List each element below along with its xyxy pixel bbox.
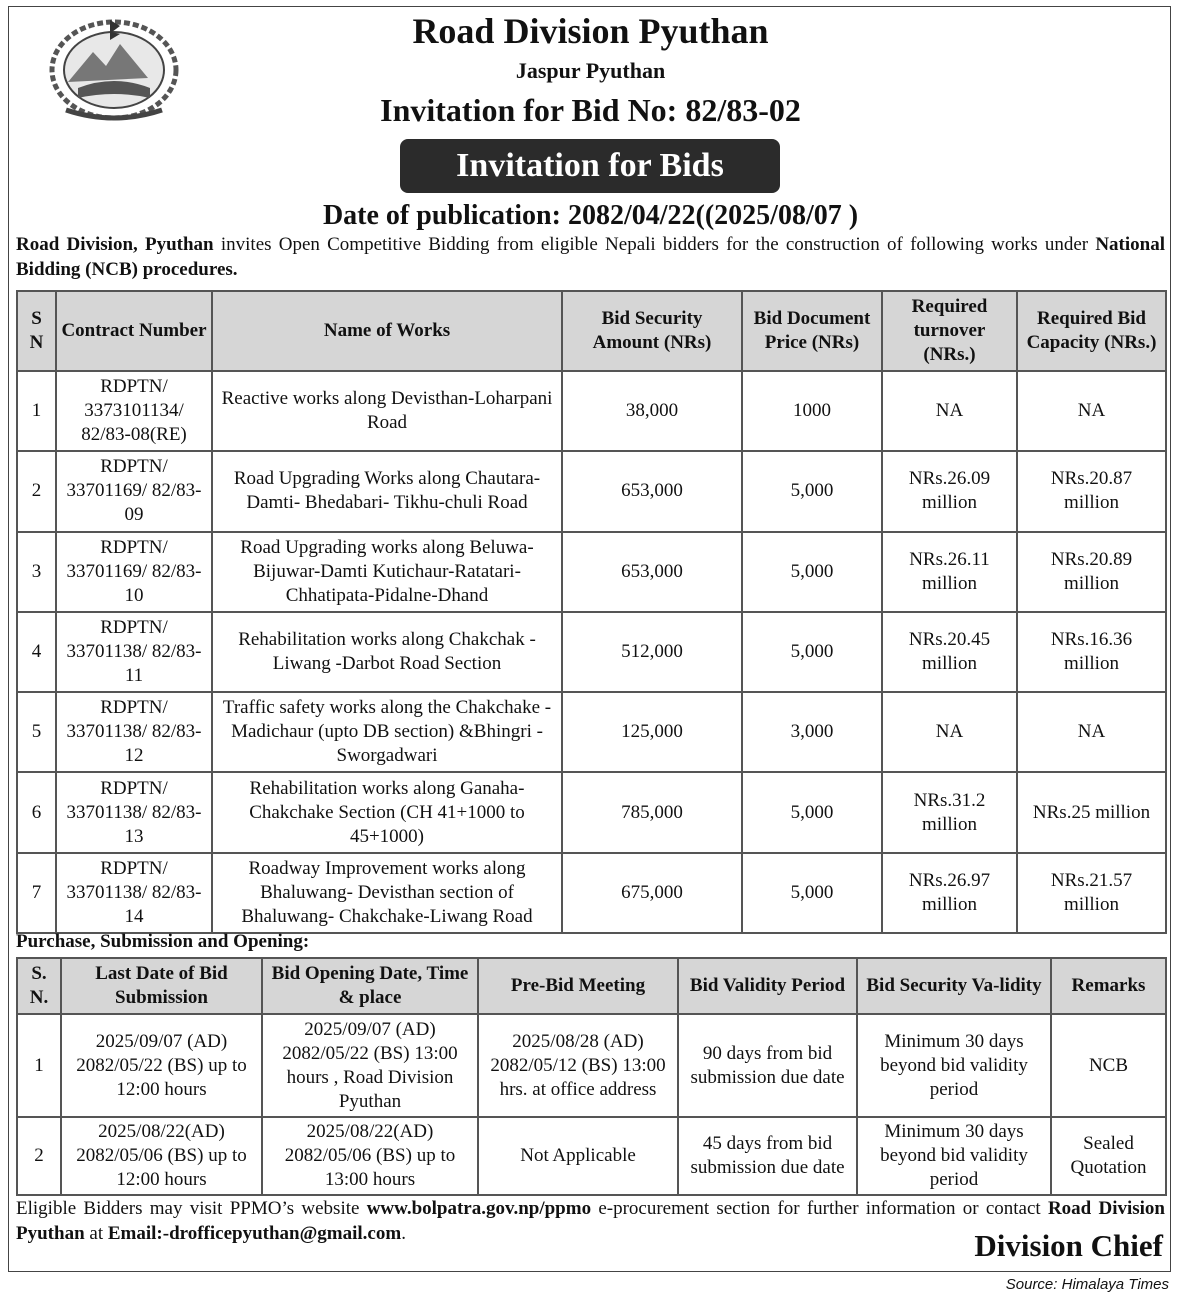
cell-turnover: NRs.26.09 million	[882, 451, 1017, 531]
works-table	[16, 290, 1167, 934]
col-contract: Contract Number	[56, 291, 212, 371]
invitation-banner: Invitation for Bids	[400, 139, 780, 193]
cell-sn: 4	[17, 612, 56, 692]
cell-work: Rehabilitation works along Ganaha-Chakchake Section (CH 41+1000 to 45+1000)	[212, 772, 562, 852]
table-row	[17, 451, 1166, 531]
cell-opening: 2025/09/07 (AD) 2082/05/22 (BS) 13:00 hours , Road Division Pyuthan	[262, 1014, 478, 1117]
col-security: Bid Security Amount (NRs)	[562, 291, 742, 371]
cell-work: Road Upgrading works along Beluwa-Bijuwar-Damti Kutichaur-Ratatari-Chhatipata-Pidalne-Dhand	[212, 532, 562, 612]
intro-paragraph	[16, 232, 1165, 282]
col-price: Bid Document Price (NRs)	[742, 291, 882, 371]
col-security-validity: Bid Security Va-lidity	[857, 958, 1051, 1014]
cell-turnover: NRs.26.11 million	[882, 532, 1017, 612]
works-table-header	[17, 291, 1166, 371]
footer-text: at	[84, 1223, 108, 1244]
cell-contract: RDPTN/ 33701169/ 82/83-10	[56, 532, 212, 612]
col-sn: S. N.	[17, 958, 61, 1014]
cell-work: Rehabilitation works along Chakchak - Liwang -Darbot Road Section	[212, 612, 562, 692]
source-credit: Source: Himalaya Times	[1005, 1276, 1169, 1293]
office-title: Road Division Pyuthan	[412, 11, 769, 51]
publication-date: Date of publication: 2082/04/22((2025/08/07 )	[322, 200, 859, 231]
cell-contract: RDPTN/ 33701138/ 82/83-14	[56, 853, 212, 933]
table-row	[17, 853, 1166, 933]
cell-security: 675,000	[562, 853, 742, 933]
ppmo-website-link[interactable]: www.bolpatra.gov.np/ppmo	[366, 1198, 592, 1219]
cell-sn: 1	[17, 371, 56, 451]
cell-validity: 90 days from bid submission due date	[678, 1014, 857, 1117]
footer-text: Eligible Bidders may visit PPMO’s website	[16, 1198, 367, 1219]
cell-capacity: NRs.20.87 million	[1017, 451, 1166, 531]
signatory: Division Chief	[974, 1228, 1163, 1263]
contact-email-link[interactable]: Email:-drofficepyuthan@gmail.com	[107, 1223, 402, 1244]
cell-contract: RDPTN/ 33701138/ 82/83-13	[56, 772, 212, 852]
cell-security-validity: Minimum 30 days beyond bid validity period	[857, 1014, 1051, 1117]
cell-capacity: NRs.21.57 million	[1017, 853, 1166, 933]
cell-security-validity: Minimum 30 days beyond bid validity period	[857, 1117, 1051, 1195]
cell-turnover: NA	[882, 692, 1017, 772]
cell-capacity: NRs.25 million	[1017, 772, 1166, 852]
cell-work: Reactive works along Devisthan-Loharpani Road	[212, 371, 562, 451]
cell-turnover: NA	[882, 371, 1017, 451]
cell-sn: 2	[17, 1117, 61, 1195]
cell-work: Roadway Improvement works along Bhaluwang- Devisthan section of Bhaluwang- Chakchake-Liwang Road	[212, 853, 562, 933]
cell-sn: 5	[17, 692, 56, 772]
cell-turnover: NRs.31.2 million	[882, 772, 1017, 852]
schedule-table	[16, 957, 1167, 1196]
cell-capacity: NRs.16.36 million	[1017, 612, 1166, 692]
col-last-date: Last Date of Bid Submission	[61, 958, 262, 1014]
cell-price: 5,000	[742, 772, 882, 852]
footer-text: e-procurement section for further information or contact	[591, 1198, 1048, 1219]
col-remarks: Remarks	[1051, 958, 1166, 1014]
cell-contract: RDPTN/ 33701138/ 82/83-12	[56, 692, 212, 772]
cell-contract: RDPTN/ 3373101134/ 82/83-08(RE)	[56, 371, 212, 451]
cell-price: 5,000	[742, 532, 882, 612]
cell-contract: RDPTN/ 33701169/ 82/83-09	[56, 451, 212, 531]
col-sn: S N	[17, 291, 56, 371]
cell-prebid: Not Applicable	[478, 1117, 678, 1195]
col-work: Name of Works	[212, 291, 562, 371]
cell-security: 653,000	[562, 451, 742, 531]
intro-org: Road Division, Pyuthan	[16, 234, 214, 255]
table-row	[17, 772, 1166, 852]
col-prebid: Pre-Bid Meeting	[478, 958, 678, 1014]
cell-contract: RDPTN/ 33701138/ 82/83-11	[56, 612, 212, 692]
table-row	[17, 692, 1166, 772]
intro-ncb: National Bidding (NCB) procedures.	[16, 234, 1165, 280]
table-row	[17, 1117, 1166, 1195]
col-opening: Bid Opening Date, Time & place	[262, 958, 478, 1014]
schedule-table-header	[17, 958, 1166, 1014]
cell-prebid: 2025/08/28 (AD) 2082/05/12 (BS) 13:00 hrs. at office address	[478, 1014, 678, 1117]
cell-work: Traffic safety works along the Chakchake -Madichaur (upto DB section) &Bhingri - Sworgadwari	[212, 692, 562, 772]
footer-org: Road Division Pyuthan	[16, 1198, 1165, 1244]
table-row	[17, 532, 1166, 612]
intro-text: invites Open Competitive Bidding from eligible Nepali bidders for the construction of following works under	[213, 234, 1096, 255]
cell-security: 125,000	[562, 692, 742, 772]
col-validity: Bid Validity Period	[678, 958, 857, 1014]
cell-security: 38,000	[562, 371, 742, 451]
cell-security: 785,000	[562, 772, 742, 852]
cell-sn: 1	[17, 1014, 61, 1117]
cell-sn: 2	[17, 451, 56, 531]
cell-price: 5,000	[742, 612, 882, 692]
col-turnover: Required turnover (NRs.)	[882, 291, 1017, 371]
table-row	[17, 371, 1166, 451]
cell-work: Road Upgrading Works along Chautara- Damti- Bhedabari- Tikhu-chuli Road	[212, 451, 562, 531]
cell-capacity: NRs.20.89 million	[1017, 532, 1166, 612]
footer-text: .	[401, 1223, 406, 1244]
cell-capacity: NA	[1017, 692, 1166, 772]
cell-last-date: 2025/09/07 (AD) 2082/05/22 (BS) up to 12:00 hours	[61, 1014, 262, 1117]
cell-remarks: Sealed Quotation	[1051, 1117, 1166, 1195]
cell-opening: 2025/08/22(AD) 2082/05/06 (BS) up to 13:00 hours	[262, 1117, 478, 1195]
cell-validity: 45 days from bid submission due date	[678, 1117, 857, 1195]
bid-number: Invitation for Bid No: 82/83-02	[380, 92, 801, 128]
cell-security: 512,000	[562, 612, 742, 692]
cell-last-date: 2025/08/22(AD) 2082/05/06 (BS) up to 12:00 hours	[61, 1117, 262, 1195]
table-row	[17, 612, 1166, 692]
cell-price: 3,000	[742, 692, 882, 772]
cell-price: 5,000	[742, 853, 882, 933]
cell-turnover: NRs.26.97 million	[882, 853, 1017, 933]
cell-capacity: NA	[1017, 371, 1166, 451]
cell-remarks: NCB	[1051, 1014, 1166, 1117]
office-location: Jaspur Pyuthan	[515, 58, 666, 83]
table-row	[17, 1014, 1166, 1117]
cell-sn: 3	[17, 532, 56, 612]
col-capacity: Required Bid Capacity (NRs.)	[1017, 291, 1166, 371]
purchase-heading: Purchase, Submission and Opening:	[16, 931, 310, 952]
cell-price: 1000	[742, 371, 882, 451]
cell-price: 5,000	[742, 451, 882, 531]
cell-sn: 7	[17, 853, 56, 933]
cell-turnover: NRs.20.45 million	[882, 612, 1017, 692]
cell-security: 653,000	[562, 532, 742, 612]
cell-sn: 6	[17, 772, 56, 852]
